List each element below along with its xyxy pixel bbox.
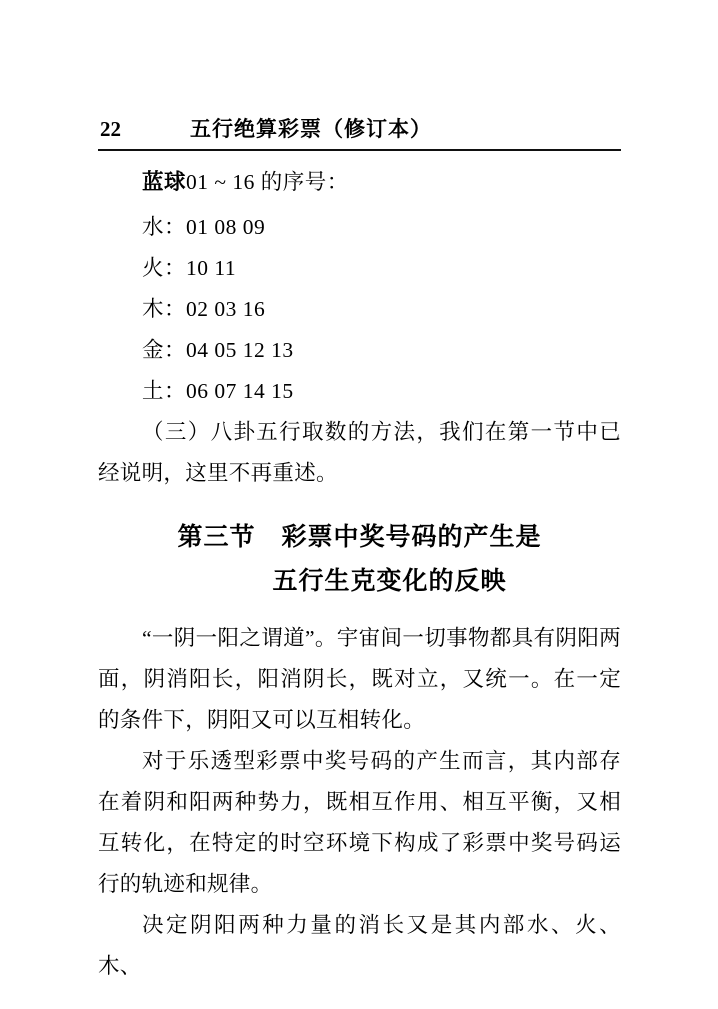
page-header xyxy=(100,108,620,140)
list-item xyxy=(98,330,621,371)
list-item xyxy=(98,289,621,330)
header-rule xyxy=(98,149,621,151)
element-label: 金： xyxy=(142,338,187,362)
element-label: 火： xyxy=(142,256,187,280)
element-numbers: 02 03 16 xyxy=(186,297,266,321)
paragraph-2: 对于乐透型彩票中奖号码的产生而言，其内部存在着阴和阳两种势力，既相互作用、相互平衡，又相互转化，在特定的时空环境下构成了彩票中奖号码运行的轨迹和规律。 xyxy=(98,749,621,896)
list-item xyxy=(98,207,621,248)
section-heading-line2: 五行生克变化的反映 xyxy=(272,568,507,595)
element-label: 木： xyxy=(142,297,187,321)
page-content xyxy=(98,162,621,987)
element-numbers: 04 05 12 13 xyxy=(186,338,294,362)
element-label: 土： xyxy=(142,379,187,403)
paragraph-1: “一阴一阳之谓道”。宇宙间一切事物都具有阴阳两面，阴消阳长，阳消阴长，既对立，又统一。在一定的条件下，阴阳又可以互相转化。 xyxy=(98,626,621,732)
section-heading-line1: 第三节 彩票中奖号码的产生是 xyxy=(177,524,542,551)
section-heading xyxy=(98,516,621,604)
element-label: 水： xyxy=(142,215,187,239)
page-number: 22 xyxy=(100,117,121,141)
list-item xyxy=(98,371,621,412)
element-numbers: 01 08 09 xyxy=(186,215,266,239)
element-numbers: 10 11 xyxy=(186,256,237,280)
blue-ball-heading xyxy=(98,162,621,203)
list-item xyxy=(98,248,621,289)
running-title: 五行绝算彩票（修订本） xyxy=(190,117,432,141)
blue-ball-heading-label: 蓝球 xyxy=(142,170,187,194)
paragraph-item-three: （三）八卦五行取数的方法，我们在第一节中已经说明，这里不再重述。 xyxy=(98,420,621,485)
element-numbers: 06 07 14 15 xyxy=(186,379,294,403)
paragraph-3: 决定阴阳两种力量的消长又是其内部水、火、木、 xyxy=(98,913,621,978)
blue-ball-list xyxy=(98,207,621,412)
blue-ball-heading-range: 01 ~ 16 的序号： xyxy=(186,170,349,194)
